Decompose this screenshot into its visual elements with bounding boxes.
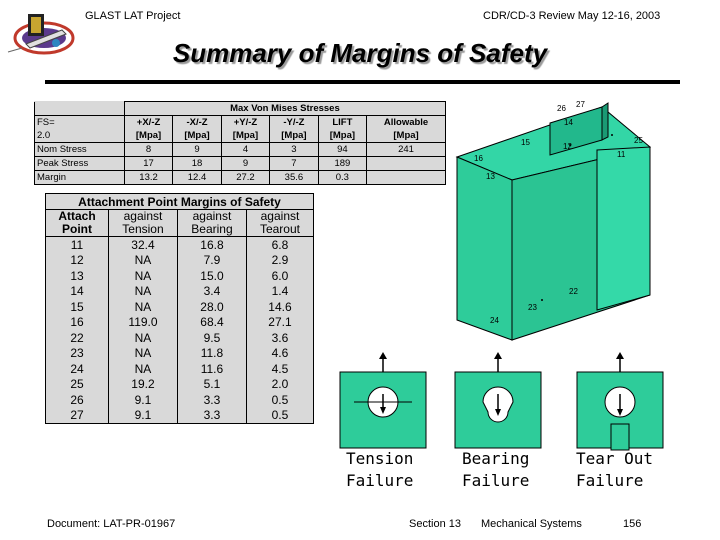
tension-failure-label (346, 448, 413, 492)
failure-label-line: Tear Out (576, 449, 654, 468)
attach-table (45, 193, 314, 424)
attach-cell: 9.1 (108, 408, 177, 424)
stress-table (34, 101, 446, 185)
attach-header: against (246, 210, 313, 224)
model-label: 25 (634, 136, 643, 145)
attach-row (46, 284, 314, 300)
model-label: 26 (557, 104, 566, 113)
attach-cell: 12 (46, 253, 109, 269)
failure-label-line: Failure (576, 471, 644, 490)
attach-cell: 15.0 (177, 268, 246, 284)
tearout-failure-label (576, 448, 653, 492)
stress-cell: 9 (173, 143, 221, 157)
attach-cell: 14.6 (246, 299, 313, 315)
attach-cell: 4.5 (246, 361, 313, 377)
stress-cell: 8 (124, 143, 172, 157)
title-rule (45, 80, 680, 84)
attach-cell: 22 (46, 330, 109, 346)
model-label: 14 (564, 118, 573, 127)
failure-label-line: Failure (462, 471, 530, 490)
attach-row (46, 315, 314, 331)
failure-label-line: Bearing (462, 449, 530, 468)
bearing-failure-diagram (453, 352, 543, 452)
attach-row (46, 392, 314, 408)
attach-cell: 119.0 (108, 315, 177, 331)
attach-row (46, 330, 314, 346)
attach-cell: NA (108, 330, 177, 346)
attach-cell: 19.2 (108, 377, 177, 393)
attach-cell: 2.0 (246, 377, 313, 393)
attach-cell: 4.6 (246, 346, 313, 362)
section-number: Section 13 (409, 518, 461, 530)
stress-cell: 189 (318, 157, 366, 171)
attach-cell: 2.9 (246, 253, 313, 269)
col-unit: [Mpa] (318, 129, 366, 143)
fs-label: FS= (35, 116, 125, 130)
col-unit: [Mpa] (173, 129, 221, 143)
attach-header: against (108, 210, 177, 224)
stress-cell: 13.2 (124, 171, 172, 185)
stress-row (35, 171, 446, 185)
attach-row (46, 377, 314, 393)
model-label: 11 (617, 150, 626, 159)
model-label: 16 (474, 154, 483, 163)
attach-header: Bearing (177, 223, 246, 237)
attach-header: Tension (108, 223, 177, 237)
attach-cell: NA (108, 253, 177, 269)
attach-cell: 0.5 (246, 408, 313, 424)
page-number: 156 (623, 518, 642, 530)
col-header: -Y/-Z (270, 116, 318, 130)
attach-cell: NA (108, 346, 177, 362)
attach-cell: 14 (46, 284, 109, 300)
col-header: +X/-Z (124, 116, 172, 130)
tension-failure-diagram (338, 352, 428, 452)
attach-cell: NA (108, 299, 177, 315)
attach-cell: 7.9 (177, 253, 246, 269)
project-name: GLAST LAT Project (85, 10, 181, 22)
row-label: Nom Stress (35, 143, 125, 157)
col-unit: [Mpa] (221, 129, 269, 143)
col-unit: [Mpa] (367, 129, 446, 143)
system-name: Mechanical Systems (481, 518, 582, 530)
attach-cell: 25 (46, 377, 109, 393)
page-title: Summary of Margins of Safety (172, 38, 548, 68)
attach-row (46, 408, 314, 424)
attach-cell: 27.1 (246, 315, 313, 331)
tearout-failure-diagram (575, 352, 665, 452)
stress-cell: 18 (173, 157, 221, 171)
stress-cell: 9 (221, 157, 269, 171)
model-label: 24 (490, 316, 499, 325)
stress-table-corner (35, 102, 125, 116)
attach-cell: 5.1 (177, 377, 246, 393)
attach-cell: 3.3 (177, 408, 246, 424)
attach-row (46, 253, 314, 269)
attach-cell: NA (108, 268, 177, 284)
col-header: -X/-Z (173, 116, 221, 130)
attach-cell: 26 (46, 392, 109, 408)
stress-cell: 12.4 (173, 171, 221, 185)
stress-cell: 4 (221, 143, 269, 157)
attach-cell: NA (108, 284, 177, 300)
attach-cell: 23 (46, 346, 109, 362)
attach-row (46, 268, 314, 284)
attach-header: Attach (46, 210, 109, 224)
stress-group-header: Max Von Mises Stresses (124, 102, 445, 116)
stress-cell: 94 (318, 143, 366, 157)
attach-cell: 13 (46, 268, 109, 284)
stress-cell: 17 (124, 157, 172, 171)
attach-table-title: Attachment Point Margins of Safety (46, 194, 314, 210)
attach-row (46, 361, 314, 377)
attach-header: Point (46, 223, 109, 237)
attach-cell: 9.5 (177, 330, 246, 346)
fs-value: 2.0 (35, 129, 125, 143)
attach-cell: 15 (46, 299, 109, 315)
failure-label-line: Tension (346, 449, 414, 468)
attach-cell: 6.8 (246, 237, 313, 253)
attach-cell: 11.6 (177, 361, 246, 377)
model-label: 27 (576, 100, 585, 109)
attach-cell: 32.4 (108, 237, 177, 253)
col-unit: [Mpa] (124, 129, 172, 143)
stress-cell: 241 (367, 143, 446, 157)
attach-row (46, 237, 314, 253)
structure-model (452, 95, 657, 350)
stress-row (35, 157, 446, 171)
stress-cell: 0.3 (318, 171, 366, 185)
stress-cell (367, 157, 446, 171)
attach-cell: 1.4 (246, 284, 313, 300)
bearing-failure-label (462, 448, 529, 492)
row-label: Margin (35, 171, 125, 185)
model-label: 12 (563, 142, 572, 151)
col-unit: [Mpa] (270, 129, 318, 143)
model-label: 22 (569, 287, 578, 296)
review-name: CDR/CD-3 Review May 12-16, 2003 (483, 10, 661, 22)
col-header: Allowable (367, 116, 446, 130)
attach-cell: 11.8 (177, 346, 246, 362)
attach-cell: 11 (46, 237, 109, 253)
attach-cell: 28.0 (177, 299, 246, 315)
model-label: 13 (486, 172, 495, 181)
stress-cell: 3 (270, 143, 318, 157)
attach-cell: 68.4 (177, 315, 246, 331)
attach-cell: 24 (46, 361, 109, 377)
attach-cell: 16.8 (177, 237, 246, 253)
stress-cell: 7 (270, 157, 318, 171)
attach-row (46, 299, 314, 315)
attach-cell: 3.4 (177, 284, 246, 300)
stress-cell: 27.2 (221, 171, 269, 185)
document-number: Document: LAT-PR-01967 (47, 518, 176, 530)
col-header: LIFT (318, 116, 366, 130)
col-header: +Y/-Z (221, 116, 269, 130)
model-label: 23 (528, 303, 537, 312)
row-label: Peak Stress (35, 157, 125, 171)
stress-row (35, 143, 446, 157)
attach-cell: 3.6 (246, 330, 313, 346)
attach-header: against (177, 210, 246, 224)
attach-cell: 27 (46, 408, 109, 424)
attach-cell: NA (108, 361, 177, 377)
attach-cell: 9.1 (108, 392, 177, 408)
attach-cell: 0.5 (246, 392, 313, 408)
stress-cell (367, 171, 446, 185)
failure-label-line: Failure (346, 471, 414, 490)
attach-cell: 6.0 (246, 268, 313, 284)
stress-cell: 35.6 (270, 171, 318, 185)
attach-cell: 16 (46, 315, 109, 331)
attach-header: Tearout (246, 223, 313, 237)
attach-cell: 3.3 (177, 392, 246, 408)
model-label: 15 (521, 138, 530, 147)
attach-row (46, 346, 314, 362)
